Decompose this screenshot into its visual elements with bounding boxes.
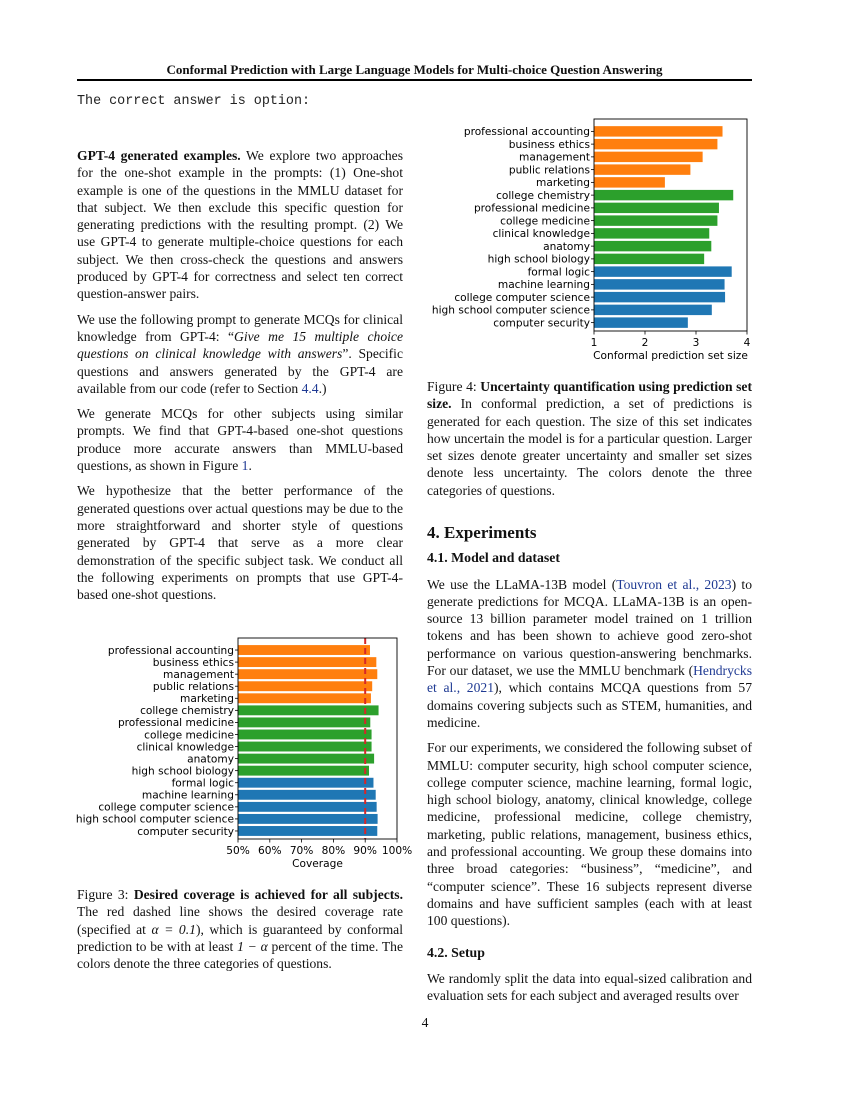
bar-computer-security <box>238 826 377 836</box>
category-label: college computer science <box>454 291 590 304</box>
figure-3-caption <box>77 886 403 972</box>
paragraph-text: We use the LLaMA-13B model ( <box>427 576 617 592</box>
bar-clinical-knowledge <box>594 228 709 238</box>
paragraph-text: .) <box>318 380 327 396</box>
bar-professional-accounting <box>594 126 723 136</box>
bar-professional-accounting <box>238 645 370 655</box>
category-label: formal logic <box>171 777 234 790</box>
caption-label: Figure 3: <box>77 887 129 902</box>
category-label: computer security <box>137 825 234 838</box>
bar-high-school-biology <box>594 254 704 264</box>
bar-public-relations <box>594 164 690 174</box>
category-label: public relations <box>508 164 590 177</box>
x-tick-label: 70% <box>289 845 314 857</box>
figure-4 <box>425 118 755 368</box>
caption-text: In conformal prediction, a set of predictions is generated for each question. The size of this set indicates how uncertain the model is for a particular question. Larger set sizes denote greater uncertainty and smaller set sizes denote less uncertainty. The colors denote the three categories of questions. <box>427 396 752 498</box>
x-tick-label: 4 <box>743 337 751 349</box>
category-label: business ethics <box>152 656 234 669</box>
caption-text: percent of the time. The colors denote the three categories of questions. <box>77 938 404 972</box>
caption-text: The red dashed line shows the desired coverage rate (specified at <box>77 904 403 937</box>
paragraph-lead: GPT-4 generated examples. <box>77 148 241 163</box>
category-label: marketing <box>536 177 590 190</box>
category-label: management <box>519 151 590 164</box>
bar-college-chemistry <box>238 705 379 715</box>
paragraph-similar-prompts <box>77 405 403 474</box>
bar-college-medicine <box>238 730 372 740</box>
paragraph-text: ), which contains MCQA questions from 57 domains covering subjects such as STEM, humanities, and medicine. <box>427 680 753 730</box>
left-column <box>77 147 403 611</box>
bar-formal-logic <box>238 778 373 788</box>
paragraph-text: . <box>248 458 252 474</box>
bar-college-computer-science <box>594 292 725 302</box>
bar-high-school-biology <box>238 766 369 776</box>
category-label: professional medicine <box>473 202 590 215</box>
paragraph-subset: For our experiments, we considered the following subset of MMLU: computer security, high school computer science, college computer science, machine learning, formal logic, high school biology, anatomy, clinical knowledge, college medicine, professional medicine, college chemistry, marketing, public relations, management, business ethics, and professional accounting. We group these domains into three broad categories: “business”, “medicine”, and “computer science”. These 16 subjects represent diverse domains and have sufficient samples (each with at least 100 questions). <box>427 740 752 929</box>
x-tick-label: 50% <box>226 845 250 857</box>
x-tick-label: 80% <box>321 845 346 857</box>
x-axis-label: Conformal prediction set size <box>593 350 748 362</box>
right-column <box>427 524 752 1012</box>
bar-machine-learning <box>238 790 376 800</box>
paragraph-text: We use the following prompt to generate MCQs for clinical knowledge from GPT-4: “ <box>77 311 403 344</box>
bar-college-medicine <box>594 215 717 225</box>
category-label: professional accounting <box>463 126 590 139</box>
bar-anatomy <box>594 241 711 251</box>
subsection-title-setup: 4.2. Setup <box>427 944 485 960</box>
category-label: computer security <box>493 317 590 330</box>
category-label: college medicine <box>500 215 590 228</box>
caption-label: Figure 4: <box>427 379 477 394</box>
caption-title: Uncertainty quantification using prediction set size. <box>427 379 752 412</box>
category-label: machine learning <box>497 279 590 292</box>
paragraph-model <box>427 576 752 732</box>
caption-text: ), which is guaranteed by conformal prediction to be with at least <box>77 921 403 954</box>
bar-clinical-knowledge <box>238 742 372 752</box>
category-label: formal logic <box>527 266 590 279</box>
paragraph-gpt4-examples <box>77 147 403 303</box>
bar-marketing <box>594 177 665 187</box>
running-header: Conformal Prediction with Large Language Models for Multi-choice Question Answering <box>166 62 663 77</box>
paragraph-text: ”. Specific questions and answers generated by the GPT-4 are available from our code (refer to Section <box>77 346 403 396</box>
bar-management <box>594 152 703 162</box>
x-tick-label: 60% <box>258 845 282 857</box>
category-label: public relations <box>152 681 234 694</box>
paragraph-hypothesis: We hypothesize that the better performance of the generated questions over actual questions may be due to the more straightforward and shorter style of questions generated by GPT-4 that serve as a more clear demonstration of the specific subject task. We conduct all the following experiments on prompts that use GPT-4-based one-shot questions. <box>77 483 403 603</box>
x-tick-label: 90% <box>353 845 377 857</box>
category-label: high school computer science <box>431 304 590 317</box>
bar-college-computer-science <box>238 802 377 812</box>
category-label: college chemistry <box>140 705 234 718</box>
bar-marketing <box>238 693 371 703</box>
bar-professional-medicine <box>594 203 719 213</box>
section-ref-link[interactable]: 4.4 <box>301 380 319 396</box>
category-label: management <box>163 668 234 681</box>
category-label: high school computer science <box>75 813 234 826</box>
bar-public-relations <box>238 681 372 691</box>
x-tick-label: 1 <box>590 337 598 349</box>
x-tick-label: 2 <box>641 337 649 349</box>
category-label: clinical knowledge <box>492 228 590 241</box>
bar-high-school-computer-science <box>594 305 712 315</box>
category-label: college chemistry <box>496 189 590 202</box>
quoted-prompt: Give me 15 multiple choice questions on clinical knowledge with answers <box>77 328 403 362</box>
category-label: high school biology <box>131 765 234 778</box>
category-label: marketing <box>180 693 234 706</box>
figure-ref-link[interactable]: 1 <box>241 458 249 474</box>
bar-management <box>238 669 377 679</box>
category-label: anatomy <box>187 753 234 766</box>
header-rule <box>77 79 752 81</box>
paragraph-text: We explore two approaches for the one-shot example in the prompts: (1) One-shot example is one of the questions in the MMLU dataset for that subject. We then exclude this specific question for generating predictions with the resulting prompt. (2) We use GPT-4 to generate multiple-choice questions for each subject. We then cross-check the questions and answers produced by GPT-4 for correctness and select ten correct question-answer pairs. <box>77 148 404 302</box>
bar-computer-security <box>594 317 688 327</box>
section-title: 4. Experiments <box>427 523 537 542</box>
category-label: machine learning <box>141 789 234 802</box>
citation-link[interactable]: Hendrycks et al., 2021 <box>427 663 752 696</box>
paragraph-prompt <box>77 311 403 397</box>
alpha-equation: α = 0.1 <box>151 921 196 937</box>
bar-machine-learning <box>594 279 725 289</box>
bar-college-chemistry <box>594 190 733 200</box>
bar-anatomy <box>238 754 374 764</box>
bar-formal-logic <box>594 266 732 276</box>
category-label: college medicine <box>144 729 234 742</box>
figure-3 <box>74 630 413 870</box>
bar-professional-medicine <box>238 717 370 727</box>
paragraph-text: We generate MCQs for other subjects using similar prompts. We find that GPT-4-based one-shot questions produce more accurate answers than MMLU-based questions, as shown in Figure <box>77 406 403 474</box>
category-label: high school biology <box>487 253 590 266</box>
coverage-formula: 1 − α <box>237 938 268 954</box>
bar-business-ethics <box>238 657 376 667</box>
category-label: anatomy <box>543 240 590 253</box>
bar-high-school-computer-science <box>238 814 378 824</box>
x-tick-label: 100% <box>381 845 413 857</box>
category-label: professional medicine <box>117 717 234 730</box>
paragraph-text: ) to generate predictions for MCQA. LLaMA-13B is an open-source 13 billion parameter model trained on 1 trillion tokens and has been shown to achieve good zero-shot performance on various question-answering benchmarks. For our dataset, we use the MMLU benchmark ( <box>427 576 753 679</box>
category-label: clinical knowledge <box>136 741 234 754</box>
figure-4-caption <box>427 378 752 499</box>
paragraph-setup: We randomly split the data into equal-sized calibration and evaluation sets for each subject and averaged results over <box>427 970 752 1004</box>
set-size-chart <box>425 118 755 368</box>
citation-link[interactable]: Touvron et al., 2023 <box>616 576 732 592</box>
category-label: professional accounting <box>107 644 234 657</box>
bar-business-ethics <box>594 139 717 149</box>
category-label: business ethics <box>508 138 590 151</box>
caption-title: Desired coverage is achieved for all subjects. <box>133 887 403 902</box>
page-number: 4 <box>421 1015 429 1030</box>
coverage-chart <box>74 630 413 870</box>
subsection-title-model: 4.1. Model and dataset <box>427 550 560 566</box>
prompt-line: The correct answer is option: <box>77 94 311 109</box>
category-label: college computer science <box>98 801 234 814</box>
x-tick-label: 3 <box>692 337 700 349</box>
x-axis-label: Coverage <box>292 858 343 870</box>
